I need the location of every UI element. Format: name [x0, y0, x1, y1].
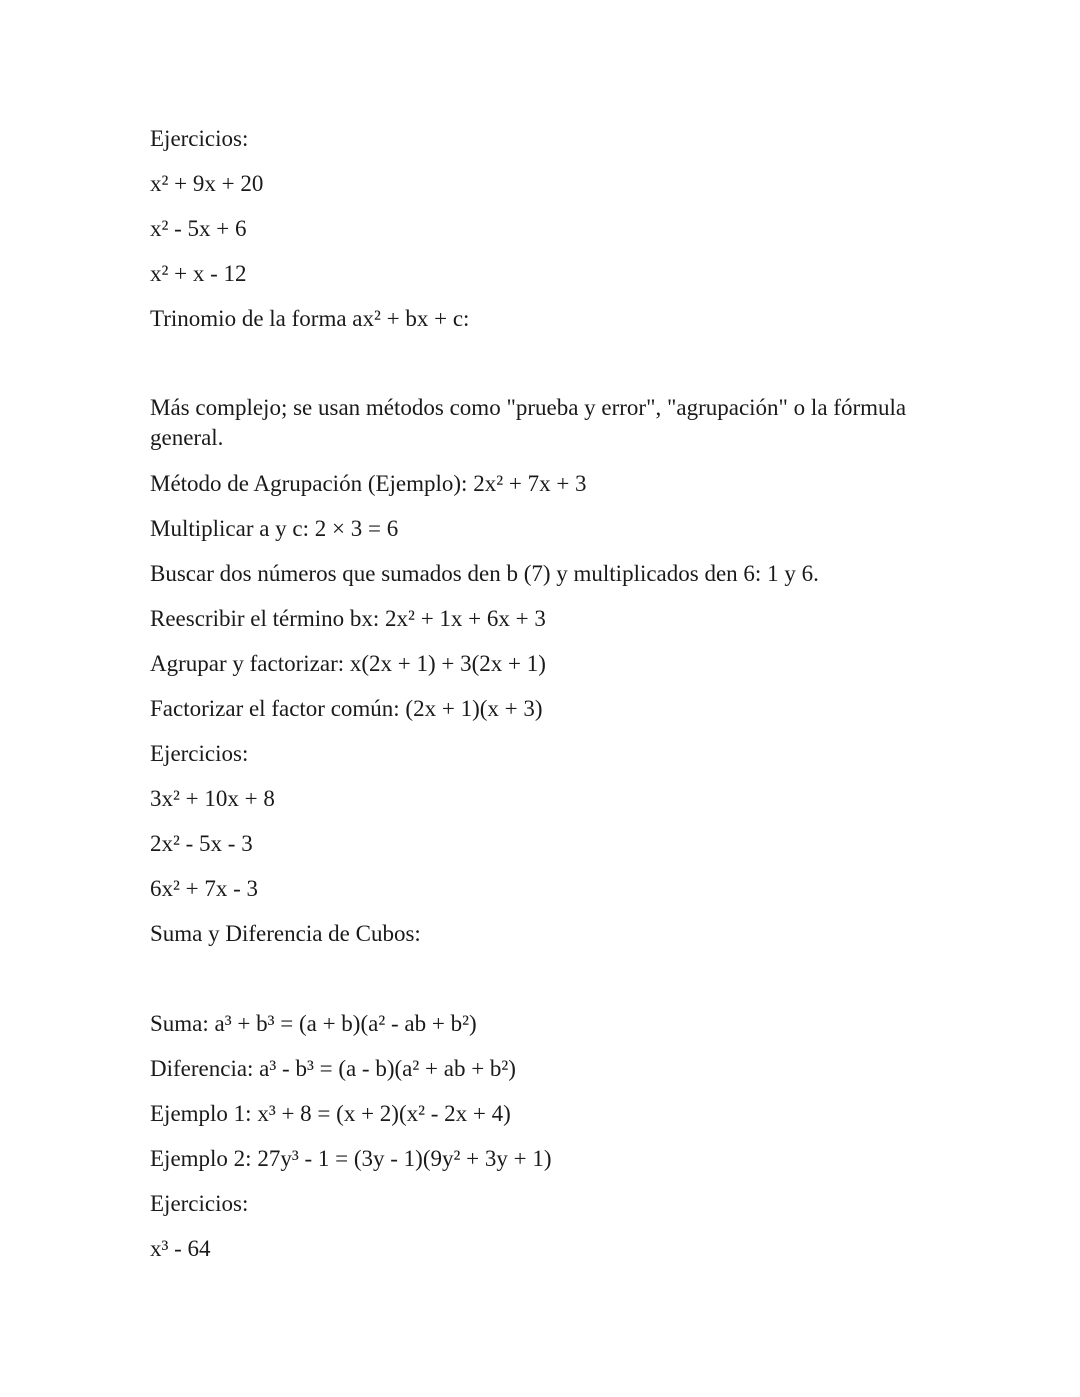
exercise-item: x² + 9x + 20: [150, 171, 264, 196]
exercise-item: 6x² + 7x - 3: [150, 876, 259, 901]
exercises-heading: Ejercicios:: [150, 126, 249, 151]
method-step: Buscar dos números que sumados den b (7) y multiplicados den 6: 1 y 6.: [150, 561, 819, 586]
method-step: Multiplicar a y c: 2 × 3 = 6: [150, 516, 399, 541]
formula-line: Ejemplo 1: x³ + 8 = (x + 2)(x² - 2x + 4): [150, 1101, 511, 1126]
method-step: Método de Agrupación (Ejemplo): 2x² + 7x + 3: [150, 471, 587, 496]
blank-line: [150, 961, 910, 1006]
section-title: Suma y Diferencia de Cubos:: [150, 921, 421, 946]
method-step: Reescribir el término bx: 2x² + 1x + 6x + 3: [150, 606, 546, 631]
blank-line: [150, 346, 910, 391]
section-description: Más complejo; se usan métodos como "prueba y error", "agrupación" o la fórmula general.: [150, 395, 907, 450]
exercise-item: x² + x - 12: [150, 261, 247, 286]
document-content: [150, 121, 910, 1276]
exercises-heading: Ejercicios:: [150, 741, 249, 766]
formula-line: Ejemplo 2: 27y³ - 1 = (3y - 1)(9y² + 3y + 1): [150, 1146, 552, 1171]
method-step: Agrupar y factorizar: x(2x + 1) + 3(2x + 1): [150, 651, 546, 676]
exercise-item: 3x² + 10x + 8: [150, 786, 275, 811]
formula-line: Suma: a³ + b³ = (a + b)(a² - ab + b²): [150, 1011, 477, 1036]
section-title: Trinomio de la forma ax² + bx + c:: [150, 306, 470, 331]
exercise-item: 2x² - 5x - 3: [150, 831, 253, 856]
exercise-item: x² - 5x + 6: [150, 216, 247, 241]
formula-line: Diferencia: a³ - b³ = (a - b)(a² + ab + b²): [150, 1056, 516, 1081]
exercise-item: x³ - 64: [150, 1236, 211, 1261]
exercises-heading: Ejercicios:: [150, 1191, 249, 1216]
method-step: Factorizar el factor común: (2x + 1)(x + 3): [150, 696, 543, 721]
